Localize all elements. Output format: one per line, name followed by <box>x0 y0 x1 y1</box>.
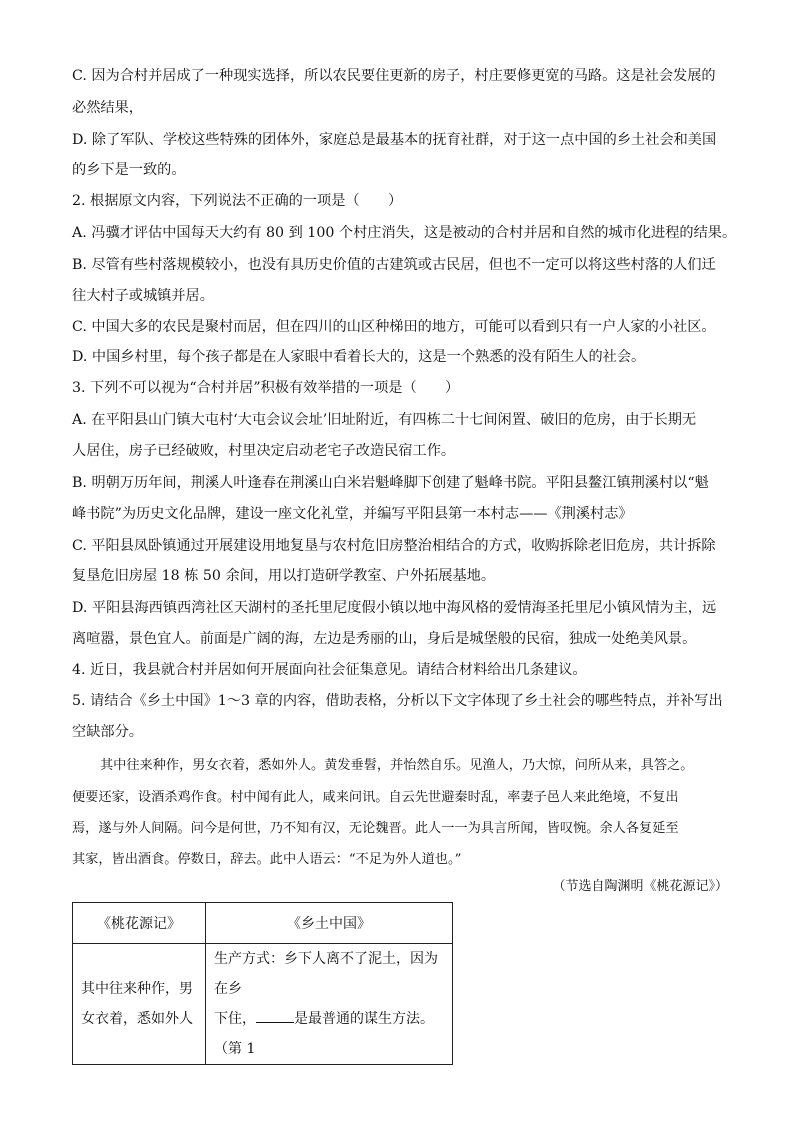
option-3a-line1: A. 在平阳县山门镇大屯村‘大屯会议会址’旧址附近，有四栋二十七间闲置、破旧的危房，由于长期无 <box>72 412 697 428</box>
option-3d-line1: D. 平阳县海西镇西湾社区天湖村的圣托里尼度假小镇以地中海风格的爱情海圣托里尼小镇风情为主，远 <box>72 600 717 616</box>
excerpt-line3: 焉，遂与外人间隔。问今是何世，乃不知有汉，无论魏晋。此人一一为具言所闻，皆叹惋。余人各复延至 <box>72 821 679 836</box>
question-5-line1: 5. 请结合《乡土中国》1～3 章的内容，借助表格，分析以下文字体现了乡土社会的哪些特点，并补写出 <box>72 693 723 709</box>
table-cell-left-line2: 女衣着，悉如外人 <box>81 1011 193 1027</box>
question-5-line2: 空缺部分。 <box>72 724 143 740</box>
excerpt-source: （节选自陶渊明《桃花源记》） <box>552 879 728 894</box>
table-cell-right-line2 <box>214 1004 446 1064</box>
question-4: 4. 近日，我县就合村并居如何开展面向社会征集意见。请结合材料给出几条建议。 <box>72 662 587 678</box>
table-header-right: 《乡土中国》 <box>206 903 453 944</box>
option-2c: C. 中国大多的农民是聚村而居，但在四川的山区种梯田的地方，可能可以看到只有一户人家的小社区。 <box>72 319 716 335</box>
question-3: 3. 下列不可以视为“合村并居”积极有效举措的一项是（ ） <box>72 380 460 396</box>
option-1c-line1: C. 因为合村并居成了一种现实选择，所以农民要住更新的房子，村庄要修更宽的马路。这是社会发展的 <box>72 68 716 84</box>
option-2d: D. 中国乡村里，每个孩子都是在人家眼中看着长大的，这是一个熟悉的没有陌生人的社会。 <box>72 349 646 365</box>
option-2b-line1: B. 尽管有些村落规模较小，也没有具历史价值的古建筑或古民居，但也不一定可以将这些村落的人们迁 <box>72 257 716 273</box>
table-cell-right-line2-end: 是最普通的谋生方法。（第 1 <box>214 1011 434 1057</box>
fill-in-blank[interactable] <box>256 1008 294 1023</box>
question-2: 2. 根据原文内容，下列说法不正确的一项是（ ） <box>72 193 403 209</box>
option-2a: A. 冯骥才评估中国每天大约有 80 到 100 个村庄消失，这是被动的合村并居和自然的城市化进程的结果。 <box>72 225 737 241</box>
option-3c-line2: 复垦危旧房屋 18 栋 50 余间，用以打造研学教室、户外拓展基地。 <box>72 568 496 584</box>
table-cell-right-line1: 生产方式：乡下人离不了泥土，因为在乡 <box>214 951 438 997</box>
option-1c-line2: 必然结果， <box>72 100 143 116</box>
table-cell-left <box>73 944 206 1065</box>
table-cell-right-line2-start: 下住， <box>214 1011 256 1027</box>
excerpt-line4: 其家，皆出酒食。停数日，辞去。此中人语云：“不足为外人道也。” <box>72 852 462 867</box>
option-3a-line2: 人居住，房子已经破败，村里决定启动老宅子改造民宿工作。 <box>72 443 456 459</box>
table-header-row <box>73 903 453 944</box>
excerpt-line2: 便要还家，设酒杀鸡作食。村中闻有此人，咸来问讯。自云先世避秦时乱，率妻子邑人来此绝境，不复出 <box>72 790 679 805</box>
option-1d-line2: 的乡下是一致的。 <box>72 162 186 178</box>
table-header-left: 《桃花源记》 <box>73 903 206 944</box>
option-3c-line1: C. 平阳县凤卧镇通过开展建设用地复垦与农村危旧房整治相结合的方式，收购拆除老旧危房，共计拆除 <box>72 538 716 554</box>
comparison-table <box>72 902 453 1065</box>
excerpt-line1: 其中往来种作，男女衣着，悉如外人。黄发垂髫，并怡然自乐。见渔人，乃大惊，问所从来，具答之。 <box>100 758 694 773</box>
option-3b-line2: 峰书院”为历史文化品牌，建设一座文化礼堂，并编写平阳县第一本村志——《荆溪村志》 <box>72 506 633 522</box>
option-2b-line2: 往大村子或城镇并居。 <box>72 288 214 304</box>
table-cell-right <box>206 944 453 1065</box>
table-row <box>73 944 453 1065</box>
option-1d-line1: D. 除了军队、学校这些特殊的团体外，家庭总是最基本的抚育社群，对于这一点中国的乡土社会和美国 <box>72 132 717 148</box>
table-cell-left-line1: 其中往来种作，男 <box>81 981 193 997</box>
option-3b-line1: B. 明朝万历年间，荆溪人叶逢春在荆溪山白米岩魁峰脚下创建了魁峰书院。平阳县鳌江镇荆溪村以“魁 <box>72 475 709 491</box>
option-3d-line2: 离喧嚣，景色宜人。前面是广阔的海，左边是秀丽的山，身后是城堡般的民宿，独成一处绝美风景。 <box>72 631 697 647</box>
